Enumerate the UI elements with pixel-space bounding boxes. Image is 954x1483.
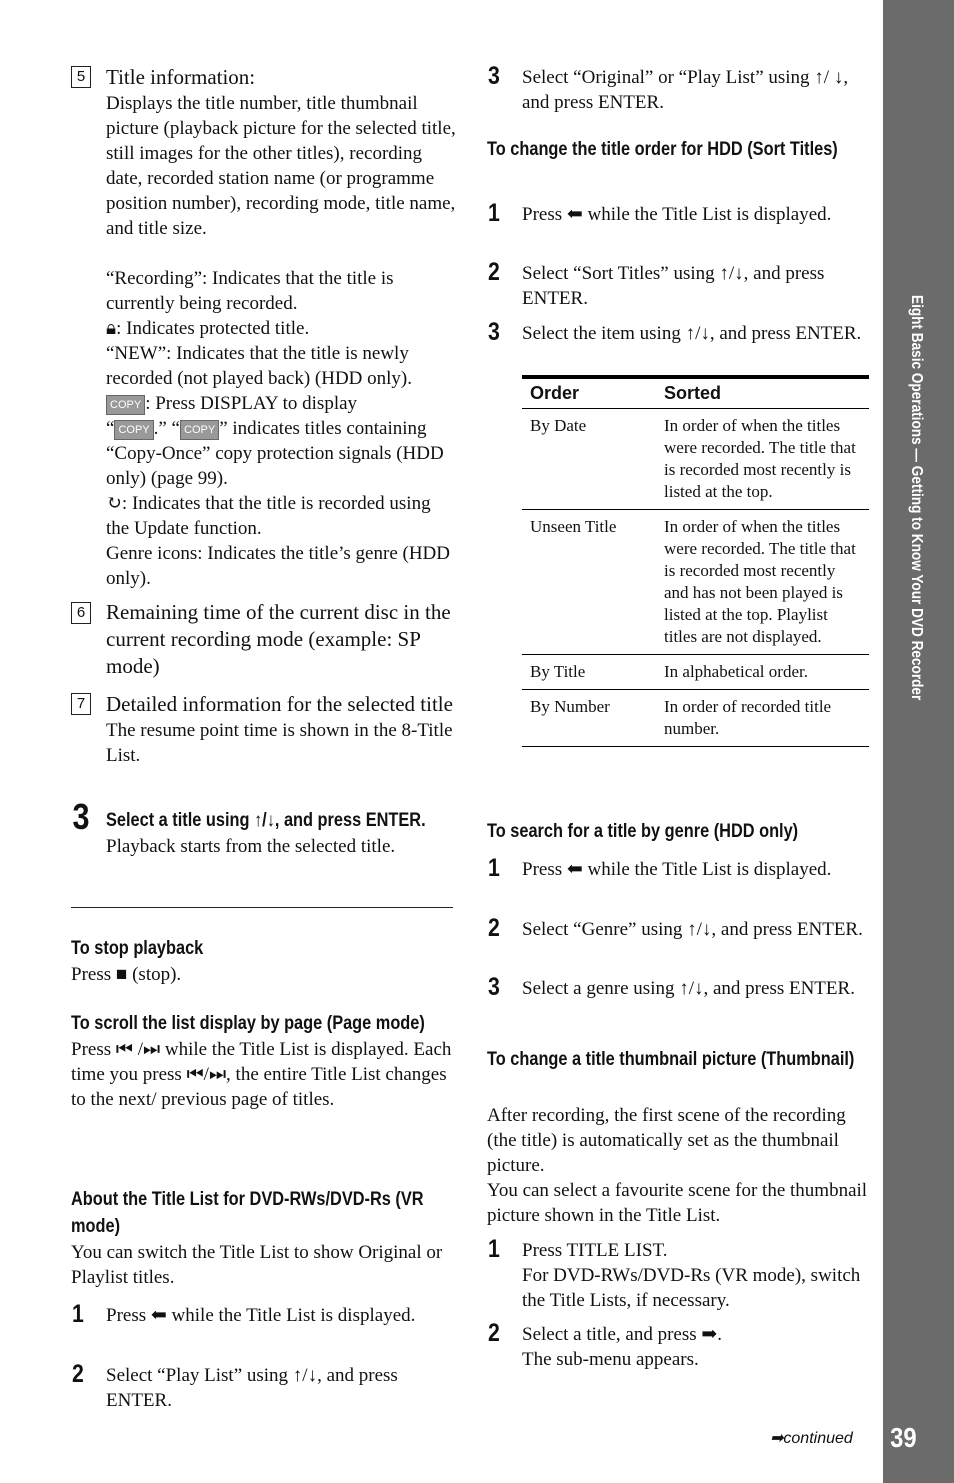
- copy-icon: COPY: [114, 420, 153, 440]
- sort-step-2-number: 2: [488, 258, 500, 286]
- item-5-number: 5: [71, 66, 91, 88]
- lock-icon: 🔒︎: [106, 318, 117, 339]
- stop-heading: To stop playback: [71, 938, 204, 959]
- item-7: [106, 690, 456, 768]
- stop-text: Press ■ (stop).: [71, 964, 182, 985]
- step-3-desc: Playback starts from the selected title.: [106, 836, 396, 857]
- step-3: [106, 807, 456, 859]
- item-5-copy: COPY : Press DISPLAY to display “ COPY .” “ COPY ” indicates titles containing “Copy-Once” copy protection signals (HDD only) (page 99).: [106, 393, 444, 489]
- sort-step-1: Press ⬅ while the Title List is displayed.: [522, 204, 832, 225]
- item-5: [106, 63, 456, 591]
- table-cell: By Title: [522, 655, 656, 690]
- item-5-genre: Genre icons: Indicates the title’s genre (HDD only).: [106, 543, 450, 589]
- sort-step-1-number: 1: [488, 199, 500, 227]
- chapter-sidebar: [883, 0, 954, 1483]
- sort-step-2: Select “Sort Titles” using ↑/↓, and press ENTER.: [522, 263, 825, 309]
- about-heading: About the Title List for DVD-RWs/DVD-Rs (VR mode): [71, 1189, 424, 1237]
- header-order: Order: [522, 377, 656, 409]
- table-row: [522, 510, 869, 655]
- table-cell: In order of recorded title number.: [656, 690, 869, 747]
- table-cell: Unseen Title: [522, 510, 656, 655]
- about-step-2-number: 2: [72, 1360, 84, 1388]
- table-header: [522, 377, 869, 409]
- thumb-step-1-text: Press TITLE LIST.: [522, 1240, 668, 1261]
- thumbnail-heading: To change a title thumbnail picture (Thumbnail): [487, 1049, 855, 1070]
- genre-step-2: Select “Genre” using ↑/↓, and press ENTER.: [522, 919, 863, 940]
- sidebar-chapter-title: Eight Basic Operations — Getting to Know Your DVD Recorder: [908, 295, 925, 701]
- step-3-text: Select a title using ↑/↓, and press ENTER.: [106, 810, 426, 831]
- about-section: [71, 1186, 453, 1290]
- item-5-protected: 🔒︎: Indicates protected title.: [106, 318, 310, 339]
- table-cell: By Number: [522, 690, 656, 747]
- item-7-number: 7: [71, 693, 91, 715]
- item-5-update: ↻: Indicates that the title is recorded using the Update function.: [106, 493, 431, 539]
- thumb-step-2-text: Select a title, and press ➡.: [522, 1324, 723, 1345]
- about-step-1-number: 1: [72, 1300, 84, 1328]
- item-7-desc: The resume point time is shown in the 8-Title List.: [106, 720, 453, 766]
- table-row: [522, 655, 869, 690]
- continued-label: ➡continued: [770, 1430, 853, 1447]
- item-5-desc: Displays the title number, title thumbnail picture (playback picture for the selected title, still images for the other titles), recording date, recorded station name (or programme position number), recording mode, title name, and title size.: [106, 93, 456, 239]
- table-cell: In alphabetical order.: [656, 655, 869, 690]
- table-row: [522, 690, 869, 747]
- genre-step-2-number: 2: [488, 914, 500, 942]
- about-step-1: Press ⬅ while the Title List is displayed.: [106, 1305, 416, 1326]
- item-5-title: Title information:: [106, 65, 256, 89]
- stop-section: [71, 935, 453, 987]
- page-number: 39: [890, 1422, 917, 1453]
- step-3-number: 3: [72, 796, 90, 837]
- item-6-number: 6: [71, 602, 91, 624]
- table-row: [522, 409, 869, 510]
- sort-heading: To change the title order for HDD (Sort Titles): [487, 139, 838, 160]
- scroll-text: Press ⏮ /⏭ while the Title List is displayed. Each time you press ⏮/⏭, the entire Title List changes to the next/ previous page of titles.: [71, 1039, 452, 1110]
- genre-heading: To search for a title by genre (HDD only): [487, 821, 799, 842]
- thumb-step-2-number: 2: [488, 1319, 500, 1347]
- sort-step-3-number: 3: [488, 318, 500, 346]
- header-sorted: Sorted: [656, 377, 869, 409]
- item-5-recording: “Recording”: Indicates that the title is currently being recorded.: [106, 268, 394, 314]
- genre-step-3-number: 3: [488, 973, 500, 1001]
- sort-order-table: [522, 375, 869, 747]
- copy-icon: COPY: [180, 420, 219, 440]
- copy-icon: COPY: [106, 395, 145, 415]
- table-cell: In order of when the titles were recorded. The title that is recorded most recently is listed at the top.: [656, 409, 869, 510]
- thumb-step-1: [522, 1238, 872, 1313]
- thumbnail-text-1: After recording, the first scene of the recording (the title) is automatically set as the thumbnail picture.: [487, 1105, 846, 1176]
- table-cell: By Date: [522, 409, 656, 510]
- genre-step-1-number: 1: [488, 854, 500, 882]
- genre-step-1: Press ⬅ while the Title List is displayed.: [522, 859, 832, 880]
- thumbnail-text: [487, 1103, 869, 1228]
- item-7-title: Detailed information for the selected title: [106, 692, 453, 716]
- about-text: You can switch the Title List to show Original or Playlist titles.: [71, 1242, 443, 1288]
- update-icon: ↻: [106, 493, 122, 514]
- table-cell: In order of when the titles were recorded. The title that is recorded most recently and has not been played is listed at the top. Playlist titles are not displayed.: [656, 510, 869, 655]
- about-step-2: Select “Play List” using ↑/↓, and press ENTER.: [106, 1365, 398, 1411]
- item-6-text: Remaining time of the current disc in the current recording mode (example: SP mode): [106, 600, 451, 678]
- right-step-3-number: 3: [488, 62, 500, 90]
- thumb-step-1-number: 1: [488, 1235, 500, 1263]
- thumbnail-text-2: You can select a favourite scene for the thumbnail picture shown in the Title List.: [487, 1180, 868, 1226]
- scroll-section: [71, 1010, 453, 1112]
- thumb-step-2: [522, 1322, 872, 1372]
- thumb-step-2-note: The sub-menu appears.: [522, 1349, 699, 1370]
- sort-step-3: Select the item using ↑/↓, and press ENTER.: [522, 323, 862, 344]
- genre-step-3: Select a genre using ↑/↓, and press ENTER.: [522, 978, 855, 999]
- divider: [71, 907, 453, 908]
- scroll-heading: To scroll the list display by page (Page mode): [71, 1013, 425, 1034]
- right-step-3: Select “Original” or “Play List” using ↑/ ↓, and press ENTER.: [522, 67, 849, 113]
- thumb-step-1-note: For DVD-RWs/DVD-Rs (VR mode), switch the Title Lists, if necessary.: [522, 1265, 861, 1311]
- item-5-new: “NEW”: Indicates that the title is newly recorded (not played back) (HDD only).: [106, 343, 412, 389]
